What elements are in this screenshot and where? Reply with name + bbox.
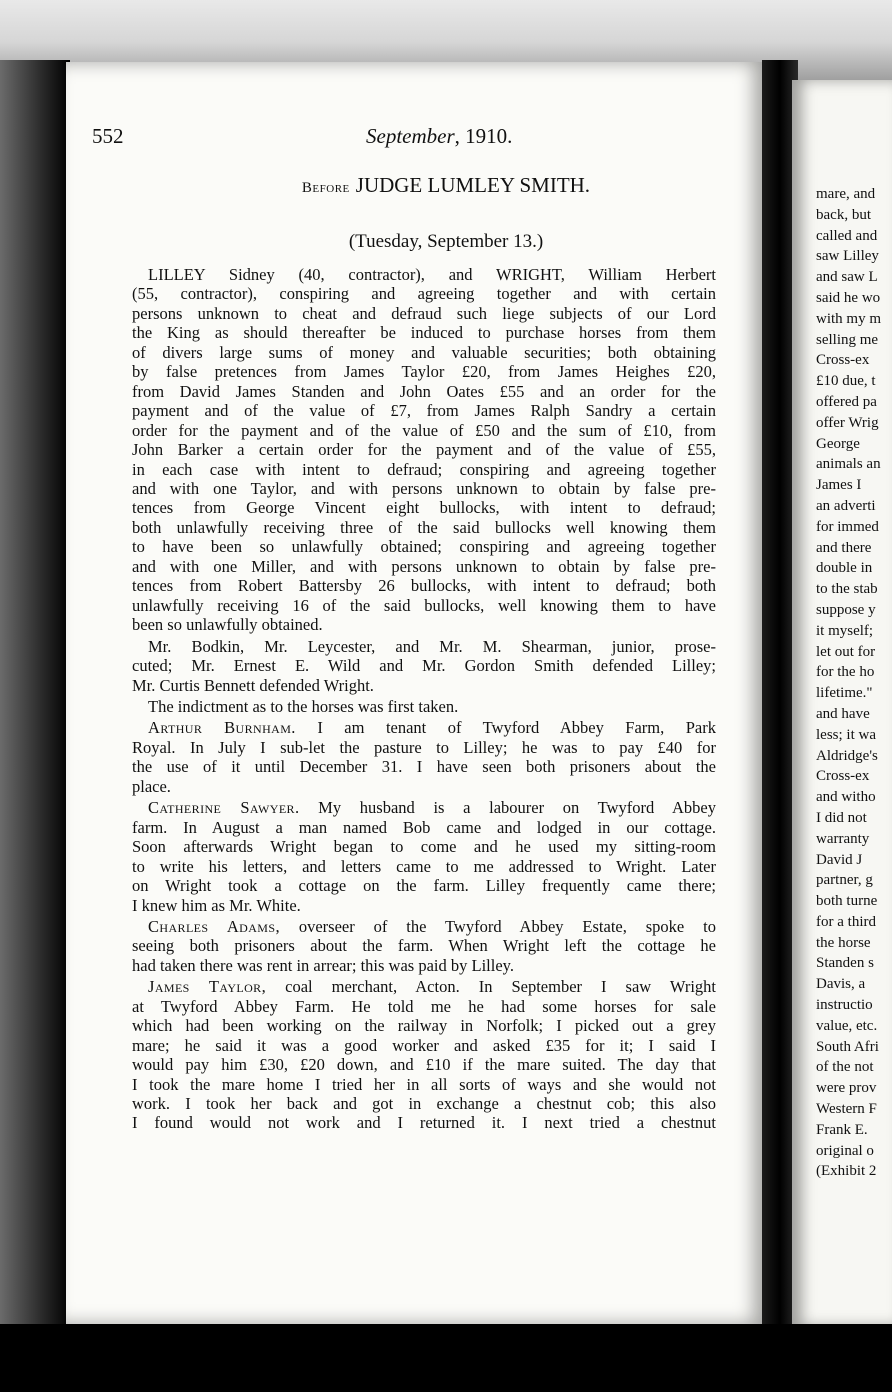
text-line — [132, 1113, 716, 1132]
text-run: to have been so unlawfully obtained; conspiring and agreeing together — [132, 537, 716, 557]
right-page-line: and witho — [816, 789, 876, 806]
text-run: I knew him as Mr. White. — [132, 895, 301, 915]
text-line — [132, 637, 716, 656]
text-line — [132, 479, 716, 498]
text-line — [132, 1036, 716, 1055]
text-line — [132, 857, 716, 876]
right-page-line: Frank E. — [816, 1121, 868, 1138]
text-run: by false pretences from James Taylor £20, from James Heighes £20, — [132, 362, 716, 382]
text-line — [132, 777, 716, 796]
witness-name: James Taylor, — [148, 977, 267, 997]
text-run: tences from George Vincent eight bullocks, with intent to defraud; — [132, 498, 716, 518]
text-line — [132, 896, 716, 915]
running-head-year: , 1910. — [454, 124, 513, 148]
right-page-line: £10 due, t — [816, 373, 876, 390]
right-page-line: Cross-ex — [816, 768, 870, 785]
text-line — [132, 977, 716, 996]
right-page-line: selling me — [816, 331, 879, 348]
right-page-line: Cross-ex — [816, 352, 870, 369]
right-page-line: Davis, a — [816, 976, 866, 993]
text-line — [132, 421, 716, 440]
text-line — [132, 284, 716, 303]
text-line — [132, 382, 716, 401]
right-page-line: David J — [816, 851, 863, 868]
text-line — [132, 323, 716, 342]
right-page-line: James I — [816, 477, 862, 494]
text-run: and with one Miller, and with persons unknown to obtain by false pre- — [132, 556, 716, 576]
right-page-line: the horse — [816, 934, 871, 951]
right-page-line: of the not — [816, 1059, 874, 1076]
page-number: 552 — [92, 124, 124, 148]
body-text — [132, 265, 716, 1133]
text-run: which had been working on the railway in Norfolk; I picked out a grey — [132, 1016, 716, 1036]
running-head — [366, 124, 512, 149]
text-line — [132, 757, 716, 776]
text-line — [132, 518, 716, 537]
text-line — [132, 498, 716, 517]
text-line — [132, 537, 716, 556]
text-run: Soon afterwards Wright began to come and he used my sitting-room — [132, 837, 716, 857]
text-run: on Wright took a cottage on the farm. Lilley frequently came there; — [132, 876, 716, 896]
text-run: (55, contractor), conspiring and agreeing together and with certain — [132, 284, 716, 304]
text-run: from David James Standen and John Oates £55 and an order for the — [132, 381, 716, 401]
text-run: cuted; Mr. Ernest E. Wild and Mr. Gordon Smith defended Lilley; — [132, 656, 716, 676]
text-line — [132, 401, 716, 420]
text-run: Royal. In July I sub-let the pasture to Lilley; he was to pay £40 for — [132, 737, 716, 757]
right-page-line: Aldridge's — [816, 747, 878, 764]
text-run: unlawfully receiving 16 of the said bullocks, well knowing them to have — [132, 595, 716, 615]
text-run: the King as should thereafter be induced to purchase horses from them — [132, 323, 716, 343]
right-page-line: it myself; — [816, 622, 874, 639]
right-page-line: value, etc. — [816, 1017, 878, 1034]
right-page-line: mare, and — [816, 186, 876, 202]
right-page-line: both turne — [816, 893, 878, 910]
right-page-line: double in — [816, 560, 873, 577]
text-run: mare; he said it was a good worker and asked £35 for it; I said I — [132, 1035, 716, 1055]
text-line — [132, 936, 716, 955]
text-line — [132, 1094, 716, 1113]
right-page-line: warranty — [816, 830, 870, 847]
text-run: I took the mare home I tried her in all sorts of ways and she would not — [132, 1074, 716, 1094]
text-run: Mr. Curtis Bennett defended Wright. — [132, 675, 374, 695]
text-run: had taken there was rent in arrear; this was paid by Lilley. — [132, 955, 514, 975]
text-line — [132, 738, 716, 757]
text-line — [132, 997, 716, 1016]
text-line — [132, 1016, 716, 1035]
right-page-line: for the ho — [816, 664, 875, 681]
text-run: I found would not work and I returned it. I next tried a chestnut — [132, 1113, 716, 1133]
text-line — [132, 718, 716, 737]
right-page-line: instructio — [816, 997, 873, 1014]
text-run: the use of it until December 31. I have seen both prisoners about the — [132, 757, 716, 777]
right-page-text — [816, 184, 881, 1182]
right-page-line: partner, g — [816, 872, 873, 889]
right-page-line: offer Wrig — [816, 414, 879, 431]
right-page-line: South Afri — [816, 1038, 879, 1055]
right-page-line: with my m — [816, 310, 882, 327]
court-before: Before — [301, 180, 350, 196]
right-page-line: and saw L — [816, 269, 878, 286]
text-line — [132, 596, 716, 615]
text-line — [132, 265, 716, 284]
right-page-line: said he wo — [816, 289, 881, 306]
right-page-line: called and — [816, 227, 878, 244]
text-line — [132, 676, 716, 695]
text-run: My husband is a labourer on Twyford Abbey — [299, 798, 717, 818]
right-page-line: animals an — [816, 456, 881, 473]
text-line — [132, 876, 716, 895]
text-run: payment and of the value of £7, from James Ralph Sandry a certain — [132, 401, 716, 421]
text-run: Mr. Bodkin, Mr. Leycester, and Mr. M. Shearman, junior, prose- — [148, 636, 716, 656]
text-line — [132, 304, 716, 323]
right-page-line: (Exhibit 2 — [816, 1163, 877, 1180]
text-line — [132, 697, 716, 716]
text-line — [132, 362, 716, 381]
text-line — [132, 917, 716, 936]
text-run: order for the payment and of the value of £50 and the sum of £10, from — [132, 420, 716, 440]
text-run: I am tenant of Twyford Abbey Farm, Park — [295, 718, 716, 738]
text-line — [132, 615, 716, 634]
right-page-line: I did not — [816, 809, 867, 826]
court-heading — [0, 173, 892, 198]
text-run: place. — [132, 776, 171, 796]
text-run: work. I took her back and got in exchange a chestnut cob; this also — [132, 1094, 716, 1114]
right-page-line: Western F — [816, 1101, 877, 1118]
text-run: farm. In August a man named Bob came and lodged in our cottage. — [132, 817, 716, 837]
text-line — [132, 1055, 716, 1074]
witness-name: Catherine Sawyer. — [148, 798, 300, 818]
running-head-month: September — [366, 124, 455, 148]
text-line — [132, 440, 716, 459]
text-line — [132, 818, 716, 837]
text-run: of divers large sums of money and valuable securities; both obtaining — [132, 342, 716, 362]
text-run: in each case with intent to defraud; conspiring and agreeing together — [132, 459, 716, 479]
text-run: been so unlawfully obtained. — [132, 615, 323, 635]
scanner-left-edge — [0, 60, 70, 1392]
witness-name: Charles Adams, — [148, 916, 280, 936]
right-page-line: George — [816, 435, 860, 452]
text-line — [132, 557, 716, 576]
right-page-line: and have — [816, 705, 870, 722]
right-page-line: suppose y — [816, 601, 876, 618]
text-run: overseer of the Twyford Abbey Estate, spoke to — [279, 916, 716, 936]
right-page-line: Standen s — [816, 955, 874, 972]
right-page-line: for immed — [816, 518, 879, 535]
text-run: both unlawfully receiving three of the said bullocks well knowing them — [132, 517, 716, 537]
text-line — [132, 656, 716, 675]
right-page-line: were prov — [816, 1080, 877, 1097]
right-page-line: saw Lilley — [816, 248, 879, 265]
text-run: persons unknown to cheat and defraud such liege subjects of our Lord — [132, 303, 716, 323]
text-line — [132, 837, 716, 856]
right-page-line: offered pa — [816, 393, 877, 410]
text-line — [132, 1075, 716, 1094]
text-run: and with one Taylor, and with persons unknown to obtain by false pre- — [132, 478, 716, 498]
text-run: at Twyford Abbey Farm. He told me he had some horses for sale — [132, 996, 716, 1016]
session-date: (Tuesday, September 13.) — [348, 231, 544, 252]
text-line — [132, 956, 716, 975]
right-page-line: and there — [816, 539, 872, 556]
text-run: John Barker a certain order for the payment and of the value of £55, — [132, 440, 716, 460]
witness-name: Arthur Burnham. — [148, 718, 296, 738]
right-page-line: let out for — [816, 643, 876, 660]
text-run: The indictment as to the horses was first taken. — [148, 696, 459, 716]
court-judge: JUDGE LUMLEY SMITH. — [355, 173, 591, 197]
scanner-bottom-edge — [0, 1324, 892, 1392]
text-run: LILLEY Sidney (40, contractor), and WRIGHT, William Herbert — [148, 265, 716, 284]
text-line — [132, 798, 716, 817]
right-page-line: original o — [816, 1142, 874, 1159]
right-page-line: less; it wa — [816, 726, 876, 743]
text-run: coal merchant, Acton. In September I saw Wright — [266, 977, 717, 997]
right-page-line: for a third — [816, 913, 876, 930]
right-page-line: lifetime." — [816, 685, 873, 702]
text-run: would pay him £30, £20 down, and £10 if the mare suited. The day that — [132, 1055, 716, 1075]
right-page-line: to the stab — [816, 581, 878, 598]
right-page-line: an adverti — [816, 497, 876, 514]
text-run: seeing both prisoners about the farm. When Wright left the cottage he — [132, 936, 716, 956]
text-line — [132, 460, 716, 479]
text-run: tences from Robert Battersby 26 bullocks, with intent to defraud; both — [132, 576, 716, 596]
text-run: to write his letters, and letters came to me addressed to Wright. Later — [132, 856, 716, 876]
text-line — [132, 343, 716, 362]
right-page-line: back, but — [816, 206, 871, 223]
text-line — [132, 576, 716, 595]
